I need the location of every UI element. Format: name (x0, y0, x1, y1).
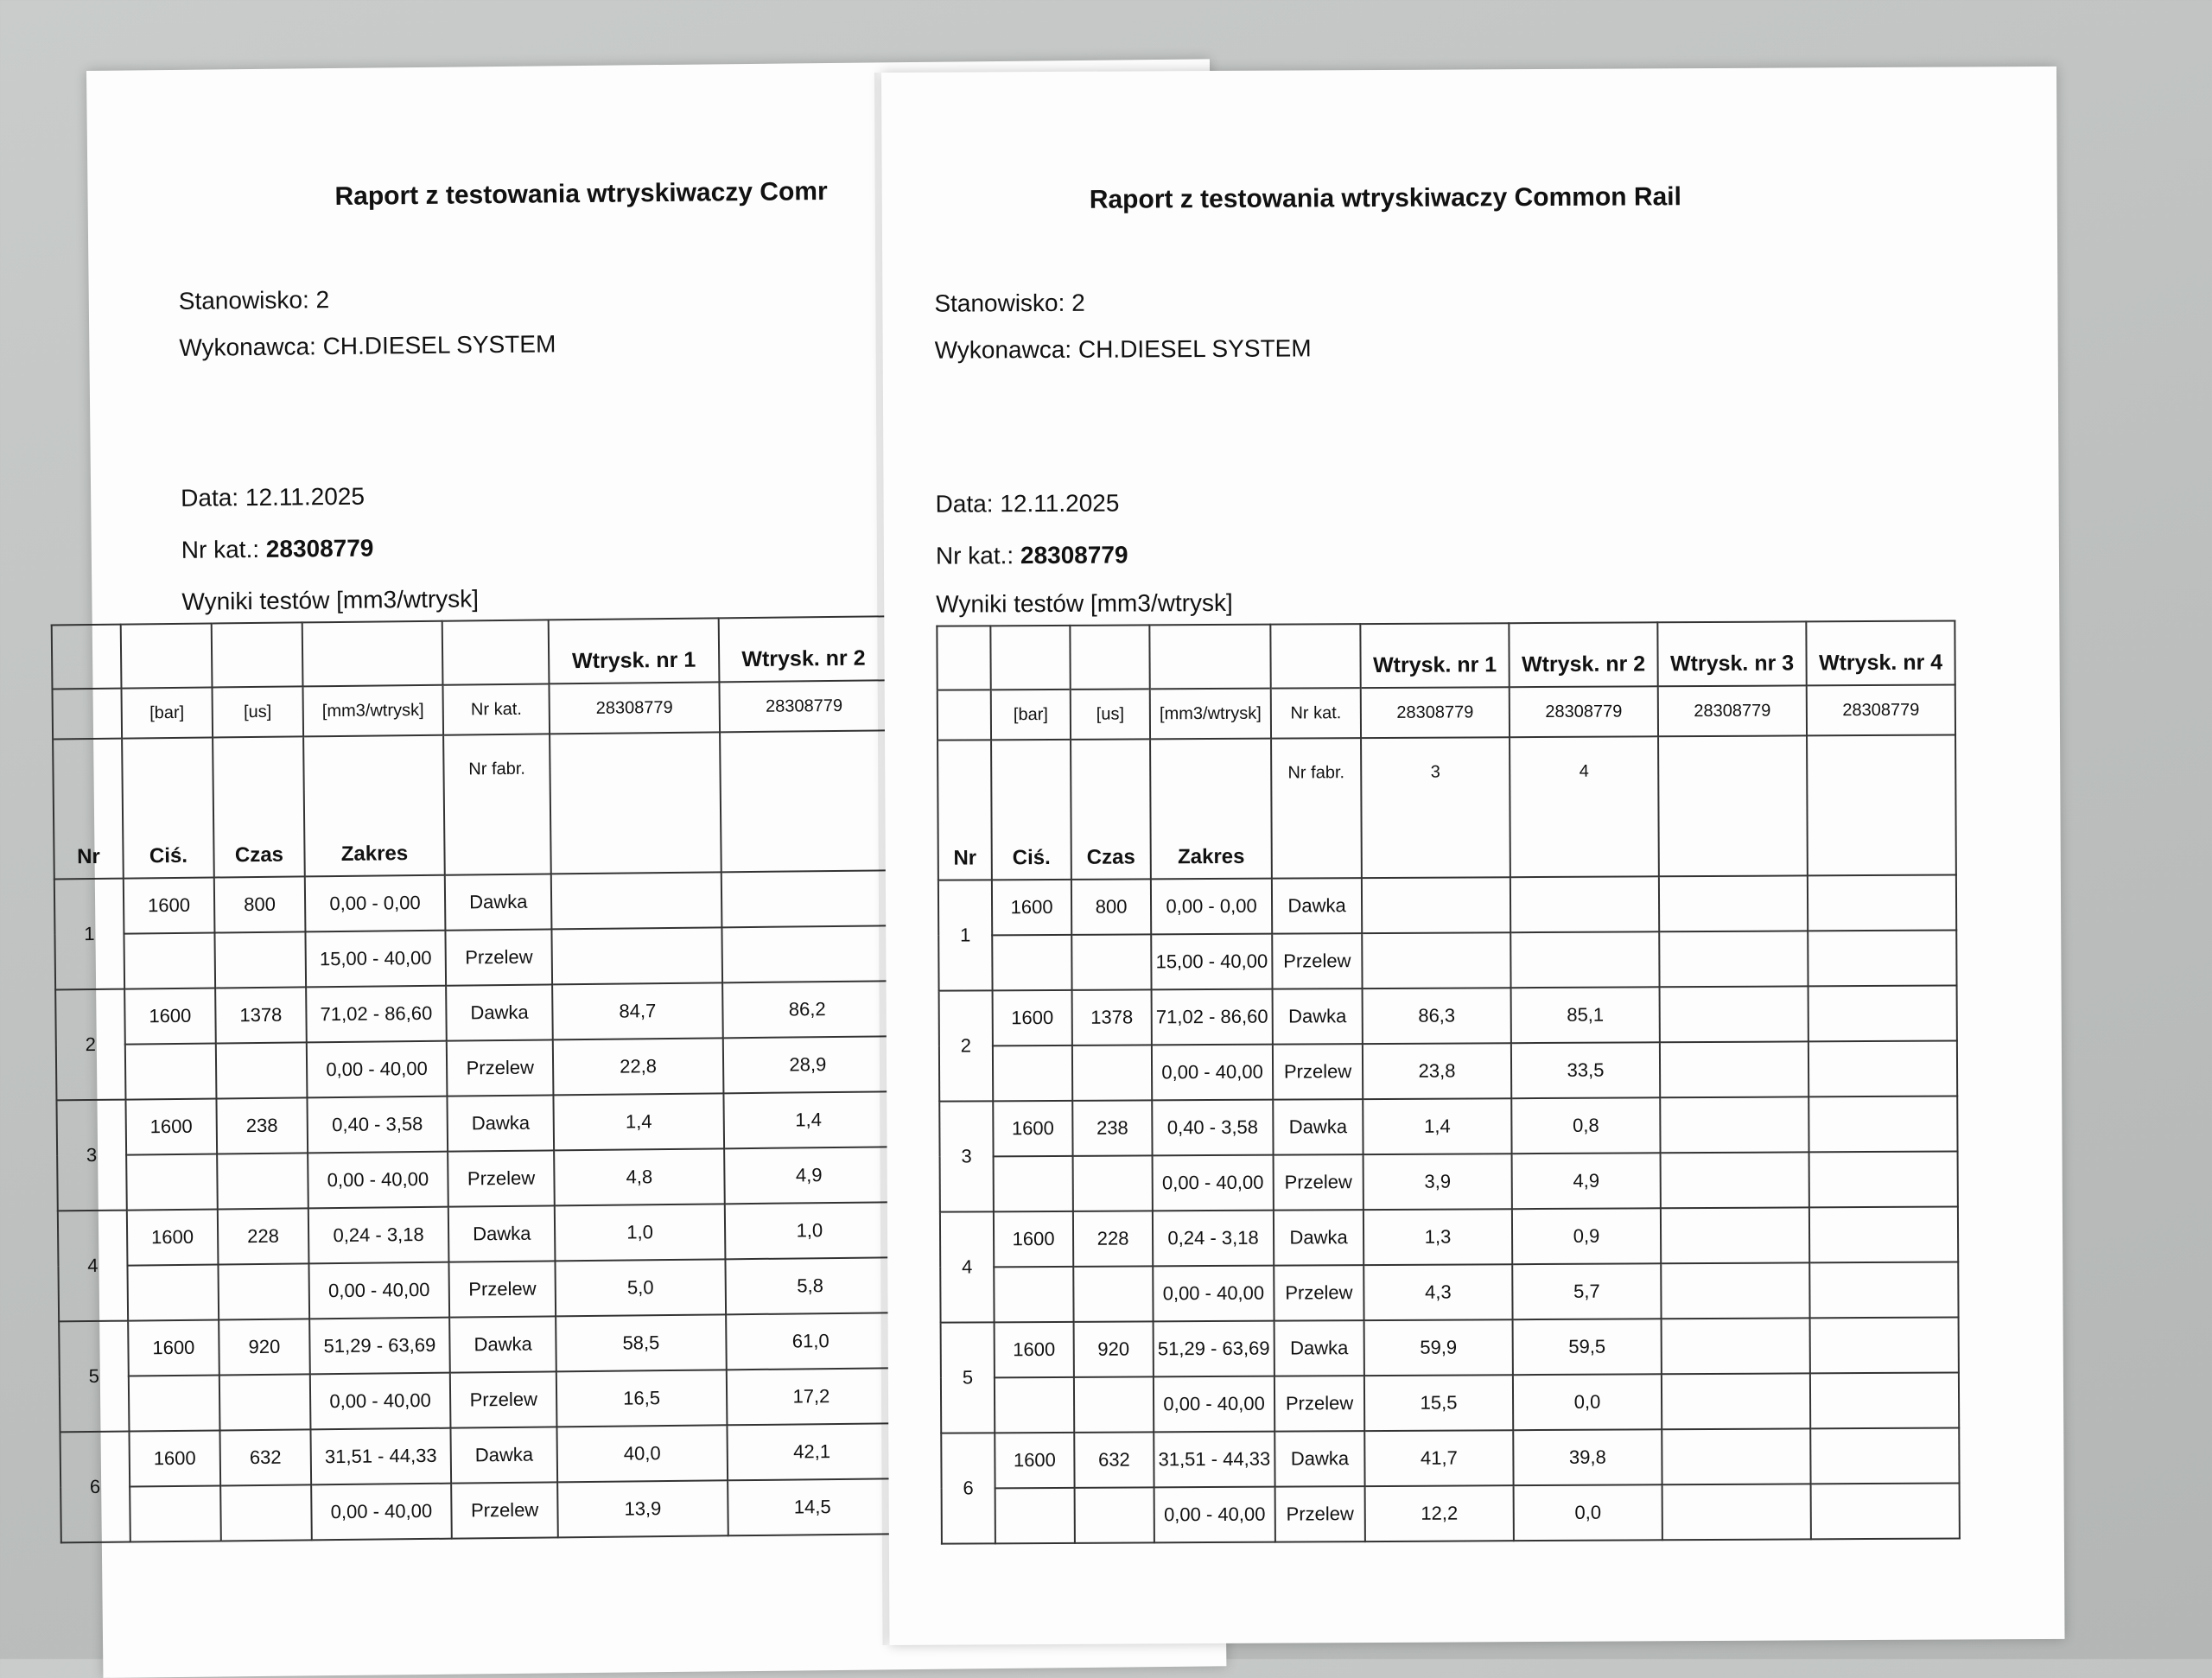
przelew-result (1661, 1262, 1809, 1319)
przelew-result: 4,9 (1512, 1153, 1661, 1209)
dawka-result: 1,0 (555, 1204, 725, 1261)
injector-serial-number (550, 732, 721, 874)
test-pressure: 1600 (127, 1209, 219, 1265)
przelew-label: Przelew (450, 1371, 557, 1427)
test-pressure: 1600 (992, 880, 1071, 935)
przelew-result (1808, 930, 1956, 986)
przelew-result (1810, 1372, 1959, 1428)
test-pressure: 1600 (128, 1319, 219, 1376)
empty-time-cell (1071, 934, 1151, 989)
dawka-result (1808, 1096, 1957, 1152)
przelew-label: Przelew (451, 1482, 558, 1538)
dawka-result: 59,5 (1513, 1319, 1662, 1375)
injector-catalog-number: 28308779 (1658, 685, 1807, 736)
dawka-result (1660, 1096, 1808, 1153)
dawka-range: 0,40 - 3,58 (1152, 1100, 1273, 1156)
results-caption: Wyniki testów [mm3/wtrysk] (936, 588, 1233, 618)
przelew-result (1510, 931, 1659, 988)
dawka-label: Dawka (1274, 1431, 1364, 1487)
dawka-range: 31,51 - 44,33 (310, 1428, 451, 1485)
przelew-result: 5,8 (725, 1257, 895, 1314)
test-number: 1 (938, 880, 993, 990)
test-time: 228 (218, 1208, 309, 1264)
column-header: Ciś. (991, 740, 1071, 880)
injector-serial-number: 3 (1361, 737, 1510, 878)
przelew-label: Przelew (448, 1261, 556, 1317)
przelew-range: 0,00 - 40,00 (307, 1041, 448, 1098)
przelew-result: 12,2 (1365, 1485, 1514, 1541)
test-pressure: 1600 (124, 878, 215, 934)
injector-name-header: Wtrysk. nr 4 (1806, 621, 1955, 686)
dawka-result (1661, 1207, 1809, 1263)
test-time: 1378 (215, 987, 307, 1043)
przelew-label: Przelew (1274, 1154, 1363, 1211)
przelew-result (552, 927, 722, 984)
injector-catalog-number: 28308779 (1361, 687, 1510, 738)
dawka-result: 58,5 (556, 1314, 726, 1371)
dawka-label: Dawka (445, 874, 552, 930)
dawka-result: 39,8 (1513, 1429, 1662, 1485)
dawka-label: Dawka (447, 1095, 554, 1151)
przelew-label: Przelew (1274, 1376, 1364, 1432)
dawka-result: 1,0 (724, 1202, 894, 1259)
test-number: 3 (56, 1100, 126, 1211)
station-field: Stanowisko: 2 (178, 286, 330, 315)
przelew-result: 23,8 (1363, 1043, 1511, 1099)
test-pressure: 1600 (995, 1433, 1074, 1488)
przelew-label: Przelew (1272, 933, 1362, 989)
dawka-result: 84,7 (552, 982, 722, 1039)
dawka-label: Dawka (446, 984, 553, 1040)
przelew-range: 0,00 - 40,00 (1154, 1376, 1274, 1433)
injector-catalog-number: 28308779 (1510, 686, 1658, 737)
dawka-range: 0,24 - 3,18 (308, 1207, 449, 1264)
column-header: Zakres (303, 735, 445, 877)
test-time: 238 (216, 1097, 308, 1154)
dawka-label: Dawka (449, 1316, 556, 1372)
test-number: 2 (939, 990, 994, 1101)
unit-label: [bar] (121, 688, 213, 739)
dawka-range: 71,02 - 86,60 (306, 986, 447, 1043)
przelew-result (1660, 1041, 1808, 1097)
dawka-result: 40,0 (557, 1425, 728, 1482)
dawka-result: 61,0 (726, 1313, 896, 1370)
contractor-field: Wykonawca: CH.DIESEL SYSTEM (934, 334, 1312, 364)
dawka-result: 42,1 (727, 1423, 897, 1480)
przelew-label: Przelew (1275, 1486, 1365, 1542)
injector-name-header: Wtrysk. nr 2 (718, 616, 888, 682)
test-time: 800 (214, 876, 306, 932)
station-field: Stanowisko: 2 (934, 289, 1085, 317)
header-blank-cell (1149, 625, 1270, 690)
przelew-result: 0,0 (1514, 1484, 1662, 1541)
empty-pressure-cell (994, 1267, 1073, 1322)
dawka-result: 0,9 (1512, 1208, 1661, 1264)
results-table-right (936, 620, 1961, 1544)
header-blank-cell (1270, 624, 1360, 689)
dawka-result (551, 872, 721, 929)
dawka-result: 85,1 (1511, 987, 1660, 1043)
dawka-range: 0,24 - 3,18 (1153, 1211, 1274, 1267)
header-blank-cell (937, 626, 990, 690)
test-number: 6 (941, 1433, 995, 1543)
report-sheet-right (881, 67, 2065, 1645)
dawka-result (1810, 1427, 1959, 1484)
empty-time-cell (1073, 1266, 1153, 1321)
empty-pressure-cell (129, 1375, 220, 1431)
date-field: Data: 12.11.2025 (935, 489, 1120, 518)
header-blank-cell (990, 626, 1070, 690)
test-time: 632 (219, 1429, 311, 1485)
column-header: Nr (53, 739, 124, 880)
test-pressure: 1600 (995, 1322, 1074, 1377)
report-title: Raport z testowania wtryskiwaczy Comr (334, 177, 828, 211)
dawka-result: 86,2 (722, 981, 893, 1038)
dawka-result (721, 870, 891, 927)
przelew-result (1662, 1373, 1810, 1429)
empty-pressure-cell (995, 1377, 1074, 1433)
test-time: 920 (219, 1319, 310, 1375)
przelew-result: 4,9 (724, 1147, 894, 1204)
test-time: 632 (1074, 1432, 1154, 1487)
przelew-result: 15,5 (1364, 1375, 1513, 1431)
przelew-result: 3,9 (1363, 1154, 1512, 1210)
przelew-result: 16,5 (556, 1370, 727, 1427)
empty-time-cell (217, 1153, 308, 1209)
dawka-result: 1,3 (1363, 1209, 1512, 1265)
dawka-result: 1,4 (554, 1093, 724, 1150)
injector-serial-number (1658, 735, 1808, 876)
dawka-result: 1,4 (723, 1091, 893, 1148)
injector-serial-number: 4 (1510, 736, 1659, 877)
test-number: 4 (58, 1211, 128, 1322)
nr-kat-label: Nr kat. (442, 683, 550, 734)
przelew-range: 0,00 - 40,00 (1153, 1266, 1274, 1322)
test-pressure: 1600 (124, 988, 216, 1044)
test-number: 5 (59, 1321, 129, 1433)
test-pressure: 1600 (993, 990, 1072, 1046)
dawka-result (1660, 986, 1808, 1042)
przelew-result: 5,0 (556, 1259, 726, 1316)
column-header: Czas (1071, 739, 1151, 879)
unit-label: [bar] (991, 690, 1071, 740)
empty-time-cell (1073, 1155, 1153, 1211)
nr-fabr-label: Nr fabr. (443, 734, 551, 874)
injector-name-header: Wtrysk. nr 1 (549, 618, 719, 683)
przelew-result: 0,0 (1513, 1374, 1662, 1430)
test-time: 1378 (1072, 989, 1152, 1045)
unit-label: [mm3/wtrysk] (1150, 689, 1271, 740)
header-blank-cell (52, 689, 121, 740)
empty-time-cell (1072, 1045, 1152, 1100)
przelew-result: 5,7 (1512, 1263, 1661, 1319)
przelew-result (1811, 1483, 1960, 1539)
przelew-result (1808, 1040, 1957, 1096)
dawka-label: Dawka (448, 1205, 556, 1262)
empty-time-cell (218, 1263, 309, 1319)
przelew-label: Przelew (1273, 1044, 1363, 1100)
test-number: 6 (60, 1432, 130, 1543)
catalog-number-field: Nr kat.: 28308779 (181, 534, 374, 563)
test-number: 5 (941, 1322, 995, 1433)
column-header: Zakres (1150, 739, 1272, 880)
empty-time-cell (220, 1484, 312, 1541)
empty-pressure-cell (124, 933, 215, 989)
przelew-result: 33,5 (1511, 1042, 1660, 1098)
report-title: Raport z testowania wtryskiwaczy Common Rail (1089, 182, 1682, 214)
dawka-result: 41,7 (1364, 1430, 1513, 1486)
dawka-label: Dawka (1272, 878, 1362, 934)
dawka-label: Dawka (450, 1427, 557, 1483)
injector-name-header: Wtrysk. nr 1 (1360, 623, 1509, 688)
przelew-range: 0,00 - 40,00 (1154, 1487, 1275, 1543)
przelew-range: 15,00 - 40,00 (305, 931, 446, 988)
empty-time-cell (216, 1042, 308, 1098)
empty-time-cell (1074, 1376, 1154, 1432)
test-number: 2 (55, 989, 125, 1101)
injector-name-header: Wtrysk. nr 2 (1509, 622, 1657, 687)
dawka-label: Dawka (1273, 1099, 1363, 1155)
przelew-result: 17,2 (726, 1368, 896, 1425)
injector-serial-number (720, 730, 891, 872)
empty-pressure-cell (993, 1046, 1072, 1101)
dawka-result: 0,8 (1511, 1097, 1660, 1154)
przelew-label: Przelew (448, 1150, 555, 1206)
przelew-result: 13,9 (557, 1480, 728, 1537)
dawka-result (1362, 877, 1510, 933)
dawka-range: 0,00 - 0,00 (1151, 879, 1272, 935)
test-number: 1 (54, 879, 124, 990)
header-blank-cell (212, 622, 303, 687)
column-header: Nr (938, 740, 992, 880)
empty-time-cell (1075, 1487, 1154, 1542)
test-time: 920 (1074, 1321, 1154, 1376)
dawka-result (1662, 1318, 1810, 1374)
dawka-result: 86,3 (1363, 988, 1511, 1044)
injector-catalog-number: 28308779 (719, 680, 889, 732)
dawka-result (1662, 1428, 1810, 1484)
dawka-range: 31,51 - 44,33 (1154, 1432, 1274, 1488)
test-time: 238 (1072, 1100, 1152, 1155)
empty-pressure-cell (995, 1488, 1075, 1543)
column-header: Ciś. (122, 738, 214, 879)
empty-pressure-cell (994, 1156, 1073, 1211)
header-blank-cell (1070, 625, 1149, 689)
dawka-range: 0,40 - 3,58 (307, 1096, 448, 1154)
empty-pressure-cell (127, 1264, 219, 1320)
empty-pressure-cell (125, 1043, 217, 1099)
test-pressure: 1600 (125, 1098, 217, 1154)
empty-time-cell (214, 931, 306, 988)
empty-pressure-cell (130, 1485, 221, 1541)
test-time: 228 (1073, 1211, 1153, 1266)
przelew-result (721, 925, 892, 982)
injector-catalog-number: 28308779 (550, 682, 720, 734)
przelew-label: Przelew (447, 1039, 554, 1096)
header-blank-cell (442, 620, 550, 684)
catalog-number-field: Nr kat.: 28308779 (935, 541, 1128, 569)
przelew-result: 4,8 (554, 1148, 724, 1205)
nr-fabr-label: Nr fabr. (1271, 738, 1362, 879)
results-table-left (51, 615, 899, 1543)
unit-label: [mm3/wtrysk] (302, 685, 443, 737)
dawka-result (1808, 985, 1957, 1041)
injector-name-header: Wtrysk. nr 3 (1657, 621, 1806, 686)
przelew-result: 28,9 (722, 1036, 893, 1093)
test-pressure: 1600 (994, 1211, 1073, 1267)
unit-label: [us] (212, 686, 303, 737)
empty-pressure-cell (126, 1154, 218, 1210)
column-header: Czas (213, 736, 305, 877)
przelew-result: 14,5 (728, 1478, 898, 1535)
przelew-result (1809, 1262, 1958, 1318)
przelew-result (1362, 932, 1510, 988)
dawka-result (1808, 874, 1956, 931)
przelew-label: Przelew (445, 929, 552, 985)
przelew-result: 22,8 (553, 1038, 723, 1095)
dawka-result (1510, 876, 1659, 932)
przelew-result (1809, 1151, 1958, 1207)
przelew-range: 0,00 - 40,00 (308, 1262, 449, 1319)
przelew-range: 0,00 - 40,00 (311, 1484, 452, 1541)
injector-catalog-number: 28308779 (1807, 685, 1955, 736)
dawka-label: Dawka (1274, 1210, 1363, 1266)
przelew-result: 4,3 (1363, 1264, 1512, 1320)
przelew-result (1659, 931, 1808, 987)
przelew-range: 0,00 - 40,00 (1153, 1155, 1274, 1211)
przelew-label: Przelew (1274, 1265, 1363, 1321)
header-blank-cell (938, 690, 991, 740)
dawka-range: 71,02 - 86,60 (1152, 989, 1273, 1046)
date-field: Data: 12.11.2025 (181, 482, 365, 512)
header-blank-cell (52, 625, 122, 690)
przelew-result (1662, 1484, 1811, 1540)
empty-time-cell (219, 1374, 311, 1430)
dawka-range: 51,29 - 63,69 (309, 1318, 450, 1375)
sheet-left-visible-area (76, 62, 898, 1678)
przelew-range: 15,00 - 40,00 (1151, 934, 1272, 990)
contractor-field: Wykonawca: CH.DIESEL SYSTEM (179, 330, 556, 361)
dawka-result (1810, 1317, 1959, 1373)
przelew-result (1661, 1152, 1809, 1208)
dawka-label: Dawka (1274, 1320, 1364, 1376)
dawka-result: 59,9 (1364, 1319, 1513, 1376)
dawka-result (1659, 875, 1808, 931)
test-number: 3 (939, 1101, 994, 1211)
test-pressure: 1600 (993, 1101, 1072, 1156)
header-blank-cell (302, 621, 443, 687)
przelew-range: 0,00 - 40,00 (308, 1152, 448, 1209)
dawka-label: Dawka (1273, 988, 1363, 1045)
nr-kat-label: Nr kat. (1271, 688, 1361, 739)
dawka-result: 1,4 (1363, 1098, 1511, 1154)
empty-pressure-cell (992, 935, 1071, 990)
przelew-range: 0,00 - 40,00 (1152, 1045, 1273, 1101)
header-blank-cell (121, 624, 213, 689)
dawka-range: 51,29 - 63,69 (1154, 1321, 1274, 1377)
injector-serial-number (1807, 735, 1956, 876)
test-number: 4 (940, 1211, 995, 1322)
unit-label: [us] (1071, 689, 1150, 739)
test-pressure: 1600 (129, 1430, 220, 1486)
test-time: 800 (1071, 879, 1151, 934)
dawka-range: 0,00 - 0,00 (305, 875, 446, 932)
dawka-result (1809, 1206, 1958, 1262)
przelew-range: 0,00 - 40,00 (310, 1373, 451, 1430)
results-caption: Wyniki testów [mm3/wtrysk] (181, 585, 480, 615)
